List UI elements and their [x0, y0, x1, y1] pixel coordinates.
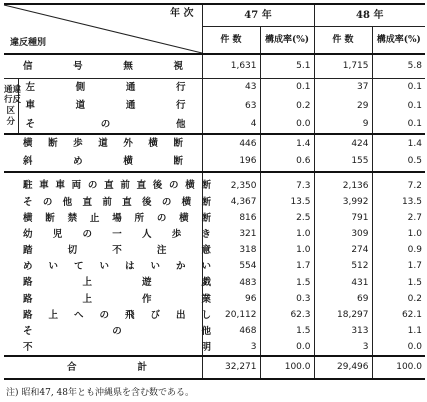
count-47: 2,350	[202, 178, 260, 194]
table-row	[4, 153, 425, 172]
row-label: 斜 め 横 断	[23, 156, 183, 168]
count-47: 483	[202, 275, 260, 291]
row-label: 駐車車両の直前直後の横断	[23, 180, 211, 192]
count-48: 29	[314, 97, 372, 116]
count-48: 309	[314, 227, 372, 243]
ratio-48: 1.7	[372, 259, 425, 275]
header-row-years	[4, 4, 425, 27]
row-label: 左 側 通 行	[18, 78, 202, 97]
col-ratio-48: 構成率(%)	[372, 27, 425, 54]
ratio-47: 1.5	[260, 275, 314, 291]
count-47: 321	[202, 227, 260, 243]
count-48: 431	[314, 275, 372, 291]
table-row	[4, 116, 425, 135]
col-ratio-47: 構成率(%)	[260, 27, 314, 54]
count-47: 43	[202, 78, 260, 97]
ratio-48: 0.1	[372, 78, 425, 97]
ratio-47: 1.0	[260, 243, 314, 259]
ratio-48: 5.8	[372, 54, 425, 78]
table-row	[4, 178, 425, 194]
count-48: 9	[314, 116, 372, 135]
ratio-47: 1.0	[260, 227, 314, 243]
table-row	[4, 134, 425, 153]
col-count-48: 件 数	[314, 27, 372, 54]
count-47: 96	[202, 291, 260, 307]
corner-year-label: 年 次	[170, 8, 194, 19]
total-label: 合 計	[4, 356, 202, 379]
ratio-48: 0.1	[372, 97, 425, 116]
ratio-48: 13.5	[372, 194, 425, 210]
count-48: 512	[314, 259, 372, 275]
count-47: 468	[202, 324, 260, 340]
group-label: 通違 行反 区 分	[4, 78, 18, 134]
ratio-47: 0.1	[260, 78, 314, 97]
row-label: 不 明	[23, 341, 211, 353]
table-row	[4, 259, 425, 275]
row-label: 路 上 作 業	[23, 293, 211, 305]
ratio-47: 13.5	[260, 194, 314, 210]
ratio-47: 2.5	[260, 210, 314, 226]
ratio-48: 0.9	[372, 243, 425, 259]
total-ratio-47: 100.0	[260, 356, 314, 379]
total-row	[4, 356, 425, 379]
total-count-47: 32,271	[202, 356, 260, 379]
count-48: 274	[314, 243, 372, 259]
count-47: 446	[202, 134, 260, 153]
corner-header	[4, 4, 202, 54]
count-48: 37	[314, 78, 372, 97]
col-count-47: 件 数	[202, 27, 260, 54]
ratio-48: 1.5	[372, 275, 425, 291]
ratio-47: 1.4	[260, 134, 314, 153]
count-47: 3	[202, 340, 260, 356]
table-row	[4, 210, 425, 226]
row-label: 横断歩道外横断	[4, 134, 202, 153]
corner-category-label: 違反種別	[10, 38, 47, 48]
table-row	[4, 54, 425, 78]
table-row	[4, 307, 425, 323]
ratio-48: 1.1	[372, 324, 425, 340]
count-48: 313	[314, 324, 372, 340]
row-label: 横断禁止場所の横断	[23, 212, 211, 224]
ratio-47: 0.2	[260, 97, 314, 116]
row-label: そ の 他	[23, 325, 211, 337]
count-48: 2,136	[314, 178, 372, 194]
ratio-48: 1.4	[372, 134, 425, 153]
count-48: 155	[314, 153, 372, 172]
count-47: 63	[202, 97, 260, 116]
count-48: 18,297	[314, 307, 372, 323]
ratio-48: 0.1	[372, 116, 425, 135]
count-47: 816	[202, 210, 260, 226]
table-row	[4, 78, 425, 97]
year-48-header: 48 年	[314, 4, 425, 27]
ratio-48: 62.1	[372, 307, 425, 323]
count-47: 318	[202, 243, 260, 259]
ratio-47: 0.3	[260, 291, 314, 307]
count-48: 3	[314, 340, 372, 356]
ratio-47: 1.7	[260, 259, 314, 275]
row-label: 幼 児 の 一 人 歩 き	[23, 228, 211, 240]
row-label: そ の 他	[18, 116, 202, 135]
table-row	[4, 194, 425, 210]
ratio-47: 0.6	[260, 153, 314, 172]
total-ratio-48: 100.0	[372, 356, 425, 379]
ratio-48: 7.2	[372, 178, 425, 194]
row-label: 路 上 遊 戯	[23, 277, 211, 289]
row-label: 路上への飛び出し	[23, 309, 211, 321]
footnote: 注) 昭和47, 48年とも沖縄県を含む数である。	[6, 388, 194, 398]
count-48: 424	[314, 134, 372, 153]
table-row	[4, 340, 425, 356]
ratio-48: 0.5	[372, 153, 425, 172]
table-row	[4, 291, 425, 307]
table-row	[4, 227, 425, 243]
count-47: 1,631	[202, 54, 260, 78]
ratio-48: 1.0	[372, 227, 425, 243]
table-row	[4, 97, 425, 116]
row-label: 踏 切 不 注 意	[23, 245, 211, 257]
table-row	[4, 324, 425, 340]
ratio-47: 0.0	[260, 116, 314, 135]
ratio-47: 1.5	[260, 324, 314, 340]
count-47: 20,112	[202, 307, 260, 323]
ratio-48: 2.7	[372, 210, 425, 226]
table-bottom-rule	[4, 379, 425, 380]
count-47: 4,367	[202, 194, 260, 210]
table-row	[4, 243, 425, 259]
count-48: 3,992	[314, 194, 372, 210]
ratio-48: 0.2	[372, 291, 425, 307]
count-47: 554	[202, 259, 260, 275]
count-48: 1,715	[314, 54, 372, 78]
ratio-47: 0.0	[260, 340, 314, 356]
total-count-48: 29,496	[314, 356, 372, 379]
ratio-47: 62.3	[260, 307, 314, 323]
count-47: 196	[202, 153, 260, 172]
row-label: 車 道 通 行	[18, 97, 202, 116]
ratio-47: 7.3	[260, 178, 314, 194]
row-label: その他直前直後の横断	[23, 196, 211, 208]
row-label: めいていはいかい	[23, 261, 211, 273]
ratio-47: 5.1	[260, 54, 314, 78]
table-row	[4, 275, 425, 291]
count-47: 4	[202, 116, 260, 135]
count-48: 791	[314, 210, 372, 226]
count-48: 69	[314, 291, 372, 307]
violation-table	[4, 3, 425, 380]
row-label: 信 号 無 視	[4, 54, 202, 78]
year-47-header: 47 年	[202, 4, 314, 27]
ratio-48: 0.0	[372, 340, 425, 356]
